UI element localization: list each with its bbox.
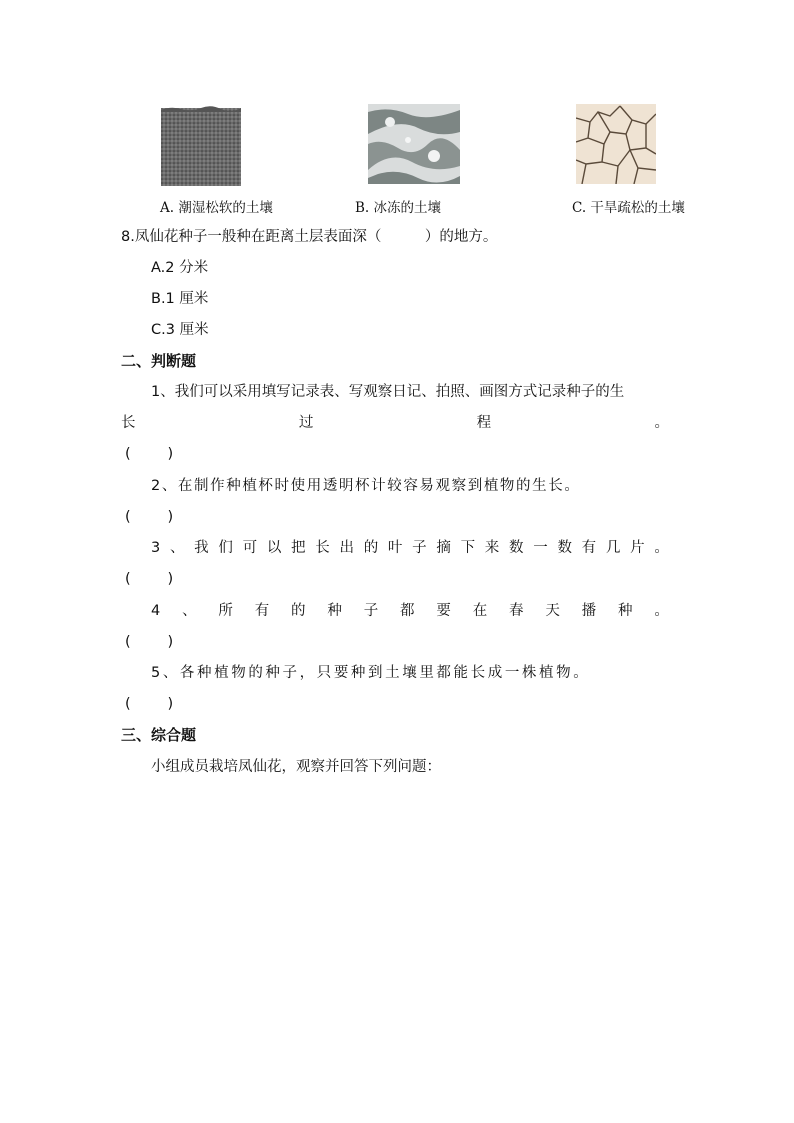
tf-item-4-answer-blank[interactable]: ( ) bbox=[125, 634, 174, 650]
tf-item-3-char: 的 bbox=[363, 540, 379, 556]
tf-item-3-line-1 bbox=[151, 538, 669, 558]
tf-item-3-char: 一 bbox=[533, 540, 548, 556]
tf-item-4-char: 。 bbox=[654, 603, 669, 619]
tf-item-2-answer-blank[interactable]: ( ) bbox=[125, 509, 174, 525]
question-8-stem: 8.凤仙花种子一般种在距离土层表面深（ ）的地方。 bbox=[121, 229, 498, 245]
tf-item-4-char: 的 bbox=[291, 603, 306, 619]
tf-item-1-char: 过 bbox=[298, 415, 314, 431]
tf-item-4-char: 播 bbox=[581, 603, 597, 619]
tf-item-3-char: 数 bbox=[557, 540, 572, 556]
tf-item-3-char: 出 bbox=[339, 540, 354, 556]
tf-item-3-char: 来 bbox=[484, 540, 500, 556]
section-3-intro: 小组成员栽培凤仙花，观察并回答下列问题： bbox=[151, 759, 441, 775]
section-2-title: 二、判断题 bbox=[121, 352, 197, 370]
tf-item-3-char: 以 bbox=[266, 540, 282, 556]
tf-item-3-char: 、 bbox=[169, 540, 185, 556]
tf-item-3-char: 片 bbox=[630, 540, 645, 556]
section-3-title: 三、综合题 bbox=[121, 726, 197, 744]
tf-item-4-char: 都 bbox=[400, 603, 415, 619]
tf-item-5-line-1: 5、各种植物的种子，只要种到土壤里都能长成一株植物。 bbox=[151, 665, 591, 681]
tf-item-4-char: 种 bbox=[327, 603, 342, 619]
dry-cracked-soil-image bbox=[576, 104, 656, 184]
tf-item-4-char: 所 bbox=[218, 603, 233, 619]
tf-item-3-char: 我 bbox=[194, 540, 209, 556]
tf-item-3-char: 摘 bbox=[436, 540, 451, 556]
tf-item-3-char: 几 bbox=[605, 540, 621, 556]
tf-item-3-char: 把 bbox=[291, 540, 306, 556]
tf-item-4-char: 要 bbox=[436, 603, 451, 619]
soil-option-a-caption: A. 潮湿松软的土壤 bbox=[160, 200, 273, 216]
tf-item-3-char: 下 bbox=[460, 540, 476, 556]
soil-option-b-caption: B. 冰冻的土壤 bbox=[355, 200, 442, 216]
tf-item-3-char: 。 bbox=[654, 540, 669, 556]
tf-item-5-answer-blank[interactable]: ( ) bbox=[125, 696, 174, 712]
tf-item-3-char: 们 bbox=[218, 540, 233, 556]
tf-item-3-answer-blank[interactable]: ( ) bbox=[125, 571, 174, 587]
tf-item-4-char: 种 bbox=[618, 603, 633, 619]
tf-item-4-char: 、 bbox=[182, 603, 197, 619]
tf-item-3-char: 子 bbox=[412, 540, 427, 556]
tf-item-1-char: 。 bbox=[654, 415, 669, 431]
tf-item-1-line-1: 1、我们可以采用填写记录表、写观察日记、拍照、画图方式记录种子的生 bbox=[151, 384, 625, 400]
tf-item-3-char: 有 bbox=[581, 540, 597, 556]
moist-soil-image bbox=[161, 106, 241, 186]
question-8-option-b: B.1 厘米 bbox=[151, 291, 209, 307]
tf-item-1-char: 程 bbox=[476, 415, 492, 431]
tf-item-2-line-1: 2、在制作种植杯时使用透明杯计较容易观察到植物的生长。 bbox=[151, 478, 581, 494]
frozen-soil-image bbox=[368, 104, 460, 184]
tf-item-3-char: 3 bbox=[151, 540, 161, 556]
tf-item-4-char: 在 bbox=[472, 603, 488, 619]
tf-item-4-char: 4 bbox=[151, 603, 161, 619]
tf-item-3-char: 数 bbox=[509, 540, 524, 556]
tf-item-3-char: 叶 bbox=[387, 540, 403, 556]
tf-item-4-char: 春 bbox=[509, 603, 524, 619]
tf-item-4-char: 有 bbox=[254, 603, 270, 619]
tf-item-4-char: 子 bbox=[363, 603, 379, 619]
tf-item-4-char: 天 bbox=[545, 603, 560, 619]
question-8-option-a: A.2 分米 bbox=[151, 260, 209, 276]
question-8-option-c: C.3 厘米 bbox=[151, 322, 209, 338]
tf-item-1-char: 长 bbox=[121, 415, 136, 431]
tf-item-1-answer-blank[interactable]: ( ) bbox=[125, 446, 174, 462]
soil-option-c-caption: C. 干旱疏松的土壤 bbox=[572, 200, 685, 216]
tf-item-3-char: 可 bbox=[242, 540, 258, 556]
tf-item-4-line-1 bbox=[151, 601, 669, 621]
tf-item-3-char: 长 bbox=[315, 540, 330, 556]
tf-item-1-line-2 bbox=[121, 413, 669, 433]
